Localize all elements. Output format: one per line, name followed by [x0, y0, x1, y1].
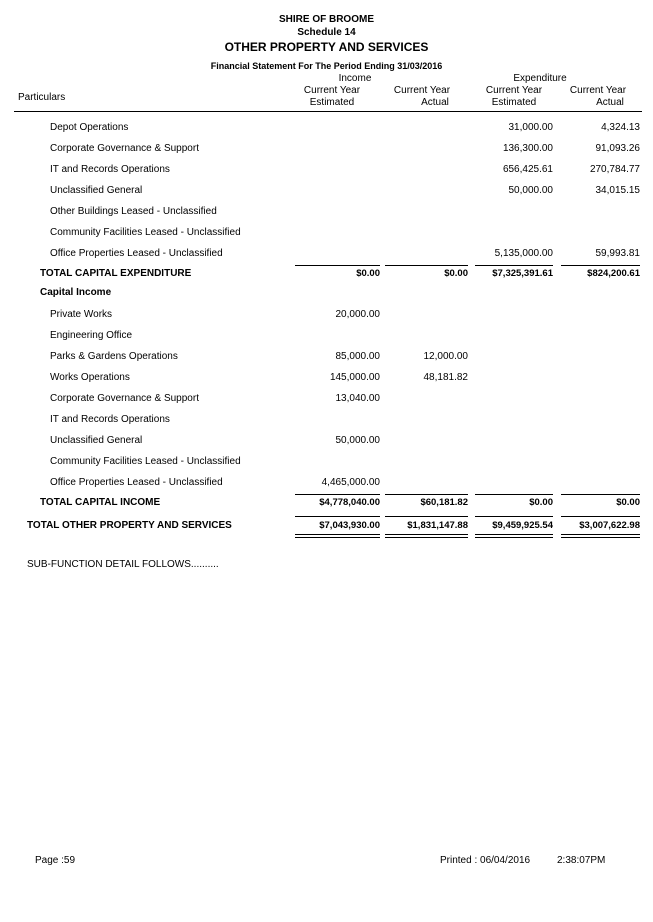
row-label: TOTAL CAPITAL INCOME [40, 497, 161, 508]
total-capital-income-row [0, 497, 653, 518]
sub-function-note: SUB-FUNCTION DETAIL FOLLOWS.......... [27, 559, 219, 570]
printed-date: Printed : 06/04/2016 [440, 855, 531, 866]
expenditure-actual: $3,007,622.98 [579, 520, 640, 531]
expenditure-estimated: 5,135,000.00 [494, 248, 553, 259]
row-label: TOTAL CAPITAL EXPENDITURE [40, 268, 192, 279]
row-label: Corporate Governance & Support [50, 393, 199, 404]
row-label: Corporate Governance & Support [50, 143, 199, 154]
income-group-heading: Income [338, 73, 372, 84]
total-capital-expenditure-row [0, 268, 653, 289]
capital-income-section [0, 287, 653, 308]
table-row [0, 143, 653, 164]
subtotal-rule [475, 265, 553, 266]
col-heading-line: Current Year [303, 85, 361, 96]
income-estimated: $4,778,040.00 [319, 497, 380, 508]
row-label: Community Facilities Leased - Unclassified [50, 227, 241, 238]
income-estimated: 145,000.00 [329, 372, 380, 383]
subtotal-rule [561, 494, 640, 495]
particulars-heading: Particulars [18, 92, 66, 103]
table-row [0, 414, 653, 435]
row-label: TOTAL OTHER PROPERTY AND SERVICES [27, 520, 232, 531]
col-income-estimated-heading [290, 85, 374, 109]
table-row [0, 122, 653, 143]
row-label: Private Works [50, 309, 113, 320]
col-heading-line: Estimated [309, 97, 355, 108]
col-expenditure-estimated-heading [472, 85, 556, 109]
income-estimated: 50,000.00 [335, 435, 380, 446]
table-row [0, 164, 653, 185]
expenditure-estimated: 136,300.00 [502, 143, 553, 154]
income-estimated: $7,043,930.00 [319, 520, 380, 531]
row-label: Depot Operations [50, 122, 129, 133]
expenditure-group-heading: Expenditure [513, 73, 567, 84]
expenditure-actual: 270,784.77 [589, 164, 640, 175]
table-row [0, 309, 653, 330]
income-actual: $60,181.82 [420, 497, 468, 508]
page-number: Page :59 [35, 855, 76, 866]
income-actual: 48,181.82 [423, 372, 468, 383]
grand-total-top-rule [385, 516, 468, 517]
organisation-name: SHIRE OF BROOME [278, 14, 374, 25]
grand-total-top-rule [475, 516, 553, 517]
income-estimated: 4,465,000.00 [321, 477, 380, 488]
row-label: Engineering Office [50, 330, 133, 341]
page-title: OTHER PROPERTY AND SERVICES [224, 40, 429, 54]
subtotal-rule [295, 265, 380, 266]
col-heading-line: Actual [596, 97, 624, 108]
col-heading-line: Current Year [569, 85, 627, 96]
col-expenditure-actual-heading [556, 85, 640, 109]
col-heading-line: Actual [421, 97, 449, 108]
row-label: Works Operations [50, 372, 130, 383]
income-actual: $1,831,147.88 [407, 520, 468, 531]
col-heading-line: Current Year [393, 85, 451, 96]
col-income-actual-heading [380, 85, 464, 109]
row-label: IT and Records Operations [50, 164, 170, 175]
table-row [0, 227, 653, 248]
grand-total-top-rule [561, 516, 640, 517]
table-row [0, 435, 653, 456]
expenditure-estimated: $7,325,391.61 [492, 268, 553, 279]
income-estimated: 85,000.00 [335, 351, 380, 362]
header-divider [14, 111, 642, 112]
expenditure-actual: 59,993.81 [595, 248, 640, 259]
income-actual: $0.00 [444, 268, 468, 279]
expenditure-actual: 4,324.13 [601, 122, 640, 133]
row-label: Community Facilities Leased - Unclassified [50, 456, 241, 467]
table-row [0, 351, 653, 372]
subtotal-rule [295, 494, 380, 495]
table-row [0, 393, 653, 414]
table-row [0, 330, 653, 351]
grand-total-double-rule [475, 534, 553, 538]
grand-total-double-rule [295, 534, 380, 538]
table-row [0, 456, 653, 477]
expenditure-actual: 91,093.26 [595, 143, 640, 154]
subtotal-rule [561, 265, 640, 266]
income-estimated: 20,000.00 [335, 309, 380, 320]
expenditure-estimated: 656,425.61 [502, 164, 553, 175]
col-heading-line: Estimated [491, 97, 537, 108]
expenditure-actual: 34,015.15 [595, 185, 640, 196]
table-row [0, 372, 653, 393]
printed-time: 2:38:07PM [557, 855, 606, 866]
row-label: Office Properties Leased - Unclassified [50, 477, 223, 488]
table-row [0, 185, 653, 206]
expenditure-estimated: 31,000.00 [508, 122, 553, 133]
row-label: Unclassified General [50, 185, 143, 196]
income-actual: 12,000.00 [423, 351, 468, 362]
subtotal-rule [385, 265, 468, 266]
row-label: Other Buildings Leased - Unclassified [50, 206, 217, 217]
row-label: Parks & Gardens Operations [50, 351, 178, 362]
subtotal-rule [385, 494, 468, 495]
section-heading: Capital Income [40, 287, 112, 298]
row-label: Unclassified General [50, 435, 143, 446]
grand-total-top-rule [295, 516, 380, 517]
expenditure-estimated: $9,459,925.54 [492, 520, 553, 531]
statement-period: Financial Statement For The Period Ending 31/03/2016 [210, 61, 443, 71]
table-row [0, 206, 653, 227]
row-label: Office Properties Leased - Unclassified [50, 248, 223, 259]
expenditure-estimated: $0.00 [529, 497, 553, 508]
schedule-number: Schedule 14 [297, 27, 356, 38]
expenditure-actual: $0.00 [616, 497, 640, 508]
income-estimated: 13,040.00 [335, 393, 380, 404]
subtotal-rule [475, 494, 553, 495]
expenditure-estimated: 50,000.00 [508, 185, 553, 196]
grand-total-double-rule [385, 534, 468, 538]
col-heading-line: Current Year [485, 85, 543, 96]
grand-total-double-rule [561, 534, 640, 538]
income-estimated: $0.00 [356, 268, 380, 279]
row-label: IT and Records Operations [50, 414, 170, 425]
expenditure-actual: $824,200.61 [587, 268, 640, 279]
